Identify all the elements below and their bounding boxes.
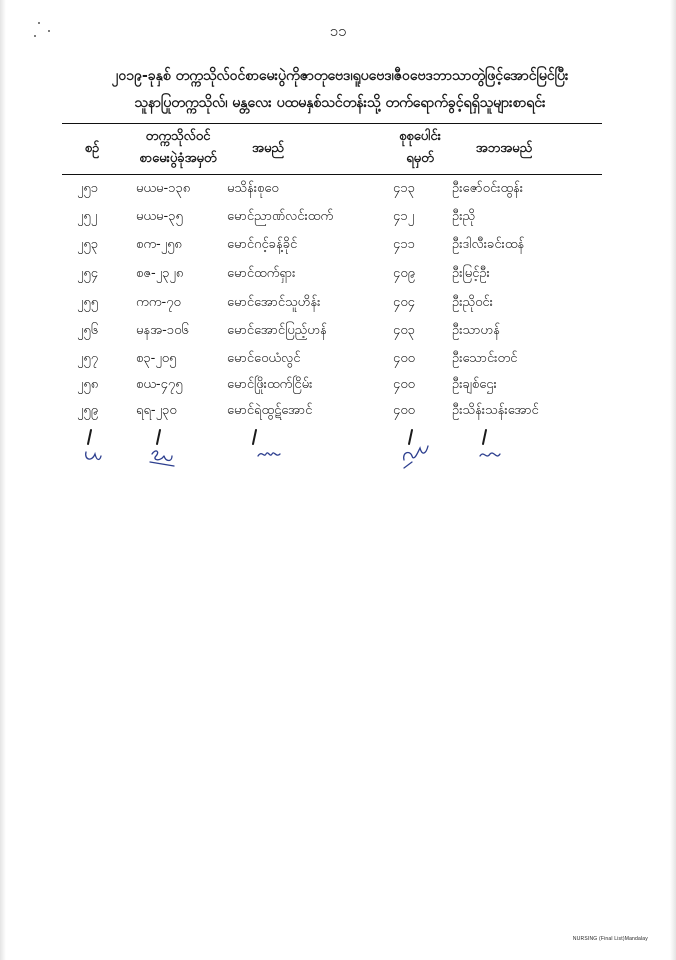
signature-mark	[258, 453, 280, 456]
table-header-rule	[62, 174, 602, 175]
footer-label: NURSING (Final List)Mandalay	[572, 936, 648, 942]
row-roll-number: မယမ-၁၃၈	[136, 181, 191, 196]
row-father-name: ဦးသောင်းတင်	[452, 351, 518, 366]
row-name: မောင်ညာဏ်လင်းထက်	[227, 209, 334, 224]
row-roll-number: စ၃-၂၀၅	[136, 351, 177, 366]
signature-mark	[480, 453, 500, 456]
row-name: မောင်ဖြိုးထက်ငြိမ်း	[227, 377, 313, 392]
header-mark-line-2: ရမှတ်	[406, 151, 434, 166]
row-total-mark: ၄၀၃	[393, 323, 415, 338]
row-name: မောင်ရဲထွဋ်အောင်	[227, 403, 313, 418]
row-name: မောင်အောင်ပြည့်ဟန်	[227, 323, 327, 338]
header-name: အမည်	[252, 141, 284, 156]
signature-row	[0, 422, 676, 482]
table-row	[0, 176, 676, 202]
row-no: ၂၅၅	[77, 295, 99, 310]
header-no: စဉ်	[84, 141, 100, 156]
row-name: မောင်ဝေယံလွင်	[227, 351, 301, 366]
row-father-name: ဦးဇော်ဝင်းထွန်း	[452, 181, 524, 196]
header-roll-line-1: တက္ကသိုလ်ဝင်	[145, 129, 211, 144]
row-total-mark: ၄၁၁	[393, 237, 415, 252]
row-no: ၂၅၇	[77, 351, 99, 366]
table-row	[0, 398, 676, 424]
row-roll-number: စယ-၄၇၅	[136, 377, 183, 392]
table-row	[0, 346, 676, 372]
row-no: ၂၅၈	[77, 377, 99, 392]
row-father-name: ဦးချစ်ဌေး	[452, 377, 497, 392]
tick-mark	[483, 430, 486, 444]
row-father-name: ဦးညို	[452, 209, 476, 224]
row-total-mark: ၄၀၄	[393, 295, 415, 310]
row-no: ၂၅၉	[77, 403, 99, 418]
row-no: ၂၅၃	[77, 237, 99, 252]
row-total-mark: ၄၁၂	[393, 209, 415, 224]
row-roll-number: မနအ-၁၀၆	[136, 323, 189, 338]
row-roll-number: ရရ-၂၃၀	[136, 403, 177, 418]
row-roll-number: ကက-၇၀	[136, 295, 181, 310]
table-top-rule	[62, 123, 602, 124]
page-number: ၁၁	[329, 22, 347, 40]
row-total-mark: ၄၀၀	[393, 377, 415, 392]
header-roll-line-2: စာမေးပွဲခုံအမှတ်	[139, 151, 217, 166]
row-roll-number: စက-၂၅၈	[136, 237, 182, 252]
row-name: မောင်အောင်သူဟိန်း	[227, 295, 321, 310]
table-row	[0, 261, 676, 287]
table-row	[0, 372, 676, 398]
row-no: ၂၅၄	[77, 266, 99, 281]
tick-mark	[409, 430, 412, 444]
header-father: အဘအမည်	[475, 141, 533, 156]
signature-mark	[404, 446, 428, 468]
tick-mark	[253, 430, 256, 444]
document-title-line-2: သူနာပြုတက္ကသိုလ်၊ မန္တလေး ပထမနှစ်သင်တန်းသို့ တက်ရောက်ခွင့်ရရှိသူများစာရင်း	[134, 95, 546, 111]
row-father-name: ဦးဒါလီးခင်းထန်	[452, 237, 525, 252]
row-name: မသိန်းစုဝေ	[227, 181, 279, 196]
header-mark-line-1: စုစုပေါင်း	[399, 129, 441, 144]
row-name: မောင်ဂင့်ခန့်ခိုင်	[227, 237, 298, 252]
row-father-name: ဦးမြင့်ဦး	[452, 266, 490, 281]
row-father-name: ဦးသိန်းသန်းအောင်	[452, 403, 539, 418]
tick-mark	[88, 430, 91, 444]
row-no: ၂၅၁	[77, 181, 99, 196]
row-total-mark: ၄၁၃	[393, 181, 415, 196]
row-name: မောင်ထက်ရှား	[227, 266, 296, 281]
row-roll-number: စဇ-၂၃၂၈	[136, 266, 184, 281]
row-total-mark: ၄၀၀	[393, 351, 415, 366]
row-total-mark: ၄၀၀	[393, 403, 415, 418]
table-row	[0, 290, 676, 316]
table-row	[0, 204, 676, 230]
row-father-name: ဦးညိုဝင်း	[452, 295, 493, 310]
document-title-line-1: ၂၀၁၉-ခုနှစ် တက္ကသိုလ်ဝင်စာမေးပွဲကိုဇာတုဗေဒ၊ရူပဗေဒ၊ဇီဝဗေဒဘာသာတွဲဖြင့်အောင်မြင်ပြီး	[111, 68, 569, 84]
table-row	[0, 318, 676, 344]
signature-mark	[150, 451, 174, 466]
row-no: ၂၅၆	[77, 323, 99, 338]
row-father-name: ဦးသာဟန်	[452, 323, 500, 338]
table-row	[0, 232, 676, 258]
row-roll-number: မယမ-၃၅	[136, 209, 183, 224]
signature-mark	[86, 452, 101, 460]
row-no: ၂၅၂	[77, 209, 98, 224]
tick-mark	[157, 430, 160, 444]
row-total-mark: ၄၀၉	[393, 266, 415, 281]
